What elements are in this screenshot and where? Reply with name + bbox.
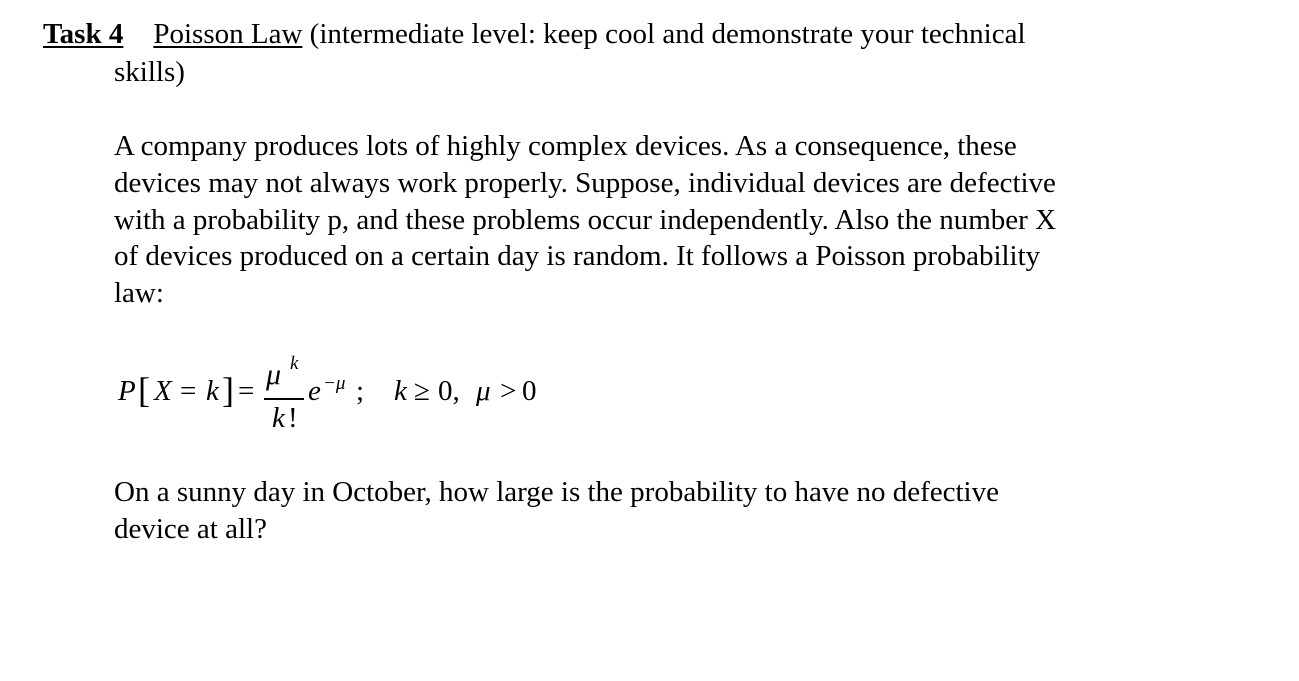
formula-left-bracket: [ xyxy=(138,370,150,410)
formula-geq: ≥ xyxy=(414,375,430,407)
formula-factorial: ! xyxy=(288,402,298,434)
poisson-formula xyxy=(118,350,578,440)
formula-k-denominator: k xyxy=(272,402,285,434)
paragraph-line: law: xyxy=(114,277,164,310)
task-heading xyxy=(43,16,1026,53)
question-line: device at all? xyxy=(114,512,267,545)
formula-neg-mu-exponent: −μ xyxy=(323,373,346,394)
formula-right-bracket: ] xyxy=(222,370,234,410)
formula-k-superscript: k xyxy=(290,353,299,374)
formula-zero: 0, xyxy=(438,375,460,407)
formula-equals: = xyxy=(238,375,255,407)
formula-P: P xyxy=(118,375,136,407)
formula-k-condition: k xyxy=(394,375,407,407)
task-topic: Poisson Law xyxy=(153,18,303,50)
paragraph-line: with a probability p, and these problems occur independently. Also the number X xyxy=(114,203,1057,236)
problem-description xyxy=(114,128,1056,312)
task-label: Task 4 xyxy=(43,18,124,50)
formula-k: k xyxy=(206,375,219,407)
paragraph-line: devices may not always work properly. Suppose, individual devices are defective xyxy=(114,166,1056,199)
task-subtitle-continuation: skills) xyxy=(114,56,185,88)
formula-equals: = xyxy=(180,375,197,407)
question xyxy=(114,474,999,548)
fraction-bar xyxy=(264,398,304,400)
question-line: On a sunny day in October, how large is the probability to have no defective xyxy=(114,476,999,508)
formula-e: e xyxy=(308,375,321,407)
formula-mu-numerator: μ xyxy=(266,358,282,391)
formula-semicolon: ; xyxy=(356,375,365,407)
formula-zero: 0 xyxy=(522,375,537,407)
paragraph-line: of devices produced on a certain day is random. It follows a Poisson probability xyxy=(114,240,1041,273)
formula-mu: μ xyxy=(476,375,491,407)
formula-gt: > xyxy=(500,375,517,407)
formula-X: X xyxy=(154,375,172,407)
task-subtitle: (intermediate level: keep cool and demonstrate your technical xyxy=(309,18,1026,50)
paragraph-line: A company produces lots of highly complex devices. As a consequence, these xyxy=(114,130,1017,162)
